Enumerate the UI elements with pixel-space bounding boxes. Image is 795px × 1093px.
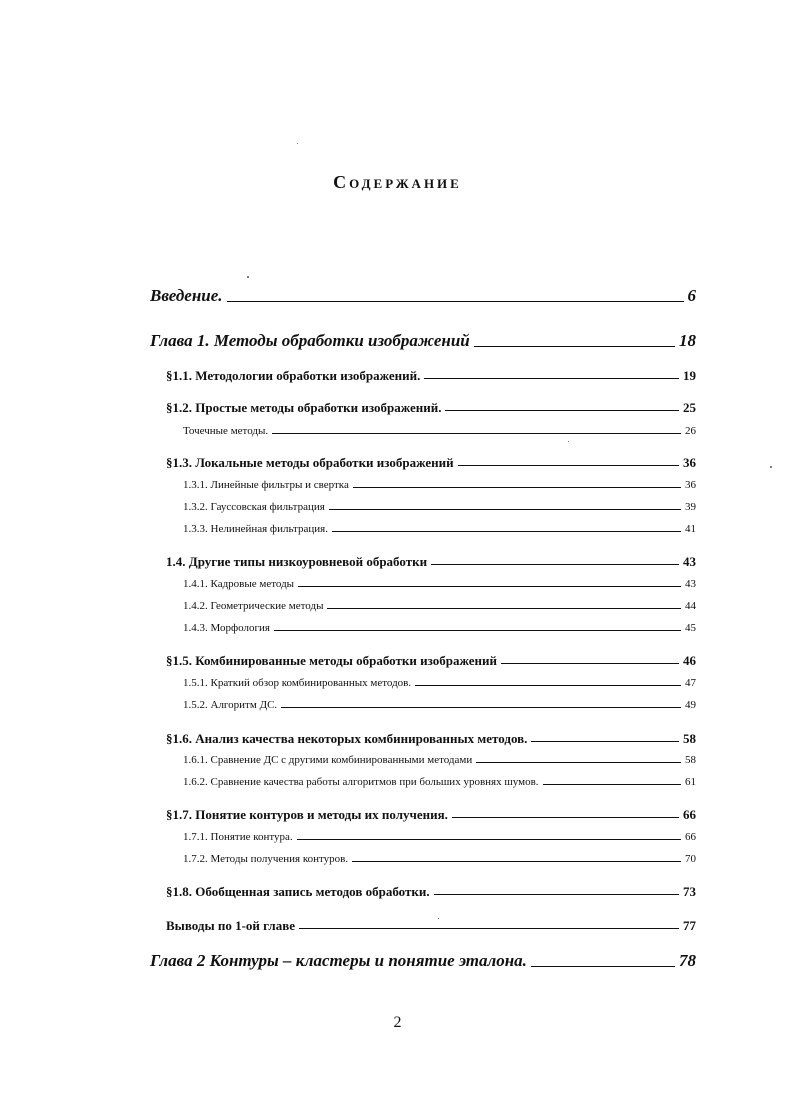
- toc-entry-label: 1.3.3. Нелинейная фильтрация.: [183, 523, 328, 535]
- toc-entry: [183, 502, 696, 513]
- toc-entry-label: 1.4.1. Кадровые методы: [183, 578, 295, 590]
- toc-entry-page: 26: [685, 425, 696, 437]
- toc-entry-page: 36: [685, 479, 696, 491]
- toc-entry-page: 46: [683, 653, 696, 668]
- toc-entry-page: 66: [685, 831, 696, 843]
- toc-leader-line: [298, 586, 681, 587]
- toc-entry-label: Введение.: [150, 286, 223, 305]
- toc-entry-label: §1.6. Анализ качества некоторых комбинированных методов.: [166, 731, 528, 746]
- toc-entry: [183, 524, 696, 535]
- toc-entry-label: 1.5.2. Алгоритм ДС.: [183, 699, 278, 711]
- toc-entry-label: Выводы по 1-ой главе: [166, 918, 295, 933]
- toc-entry: [183, 601, 696, 612]
- toc-entry: [166, 808, 696, 821]
- toc-entry: [183, 854, 696, 865]
- toc-entry-label: §1.2. Простые методы обработки изображений.: [166, 400, 442, 415]
- toc-entry: [183, 480, 696, 491]
- toc-entry-page: 6: [687, 286, 696, 305]
- toc-entry-page: 58: [685, 754, 696, 766]
- toc-entry: [166, 456, 696, 469]
- toc-entry: [183, 755, 696, 766]
- toc-entry: [183, 832, 696, 843]
- scan-speck: [297, 143, 298, 144]
- toc-entry: [183, 426, 696, 437]
- toc-entry-label: 1.7.1. Понятие контура.: [183, 831, 293, 843]
- toc-entry: [150, 287, 696, 304]
- toc-leader-line: [452, 817, 679, 818]
- toc-entry-label: 1.3.2. Гауссовская фильтрация: [183, 501, 325, 513]
- toc-leader-line: [332, 531, 681, 532]
- toc-entry-label: 1.6.2. Сравнение качества работы алгоритмов при больших уровнях шумов.: [183, 776, 539, 788]
- page-title: Содержание: [333, 172, 462, 192]
- toc-entry-label: §1.3. Локальные методы обработки изображений: [166, 455, 454, 470]
- toc-entry-page: 36: [683, 455, 696, 470]
- toc-leader-line: [227, 301, 684, 302]
- toc-leader-line: [445, 410, 679, 411]
- toc-entry: [183, 579, 696, 590]
- toc-entry: [183, 700, 696, 711]
- toc-leader-line: [474, 346, 675, 347]
- toc-entry-label: Глава 2 Контуры – кластеры и понятие эталона.: [150, 951, 527, 970]
- toc-leader-line: [434, 894, 679, 895]
- toc-entry-page: 43: [683, 554, 696, 569]
- toc-leader-line: [327, 608, 681, 609]
- toc-entry-page: 18: [679, 331, 696, 350]
- toc-entry-label: 1.6.1. Сравнение ДС с другими комбинированными методами: [183, 754, 473, 766]
- toc-entry: [166, 654, 696, 667]
- toc-entry-page: 61: [685, 776, 696, 788]
- toc-leader-line: [501, 663, 679, 664]
- toc-leader-line: [281, 707, 681, 708]
- toc-leader-line: [415, 685, 681, 686]
- toc-entry: [183, 678, 696, 689]
- toc-leader-line: [272, 433, 681, 434]
- toc-leader-line: [329, 509, 681, 510]
- toc-entry-page: 39: [685, 501, 696, 513]
- scan-speck: [770, 466, 772, 468]
- toc-entry-page: 77: [683, 918, 696, 933]
- toc-entry-label: §1.5. Комбинированные методы обработки изображений: [166, 653, 497, 668]
- toc-entry-label: §1.1. Методологии обработки изображений.: [166, 368, 421, 383]
- toc-entry-page: 66: [683, 807, 696, 822]
- toc-entry: [150, 332, 696, 349]
- toc-entry-label: 1.3.1. Линейные фильтры и свертка: [183, 479, 349, 491]
- toc-entry-label: 1.5.1. Краткий обзор комбинированных методов.: [183, 677, 412, 689]
- toc-leader-line: [458, 465, 679, 466]
- toc-entry-label: §1.7. Понятие контуров и методы их получения.: [166, 807, 448, 822]
- toc-entry-label: §1.8. Обобщенная запись методов обработки.: [166, 884, 430, 899]
- toc-leader-line: [431, 564, 679, 565]
- toc-entry-label: 1.7.2. Методы получения контуров.: [183, 853, 349, 865]
- toc-entry-page: 19: [683, 368, 696, 383]
- scan-speck: [438, 918, 439, 919]
- toc-leader-line: [531, 966, 675, 967]
- toc-entry-page: 44: [685, 600, 696, 612]
- toc-leader-line: [297, 839, 681, 840]
- toc-entry: [166, 885, 696, 898]
- toc-leader-line: [543, 784, 681, 785]
- toc-entry: [166, 555, 696, 568]
- toc-entry: [183, 623, 696, 634]
- toc-entry: [183, 777, 696, 788]
- toc-entry-page: 70: [685, 853, 696, 865]
- toc-entry-page: 58: [683, 731, 696, 746]
- toc-entry-label: Глава 1. Методы обработки изображений: [150, 331, 470, 350]
- toc-entry-label: 1.4.3. Морфология: [183, 622, 270, 634]
- scan-speck: [568, 441, 569, 442]
- toc-entry: [166, 732, 696, 745]
- toc-entry-label: 1.4.2. Геометрические методы: [183, 600, 324, 612]
- toc-entry-page: 25: [683, 400, 696, 415]
- page-number: 2: [393, 1014, 402, 1031]
- toc-entry-page: 49: [685, 699, 696, 711]
- toc-entry-page: 43: [685, 578, 696, 590]
- toc-entry-page: 47: [685, 677, 696, 689]
- scan-speck: [247, 276, 249, 278]
- toc-entry-page: 73: [683, 884, 696, 899]
- toc-leader-line: [299, 928, 679, 929]
- toc-entry: [150, 952, 696, 969]
- toc-entry: [166, 369, 696, 382]
- toc-leader-line: [352, 861, 681, 862]
- toc-leader-line: [476, 762, 681, 763]
- toc-leader-line: [531, 741, 679, 742]
- toc-entry: [166, 401, 696, 414]
- toc-entry-page: 45: [685, 622, 696, 634]
- toc-leader-line: [353, 487, 681, 488]
- toc-entry-page: 78: [679, 951, 696, 970]
- toc-entry-page: 41: [685, 523, 696, 535]
- toc-leader-line: [424, 378, 679, 379]
- toc-entry-label: Точечные методы.: [183, 425, 269, 437]
- toc-entry: [166, 919, 696, 932]
- toc-leader-line: [274, 630, 681, 631]
- toc-entry-label: 1.4. Другие типы низкоуровневой обработки: [166, 554, 428, 569]
